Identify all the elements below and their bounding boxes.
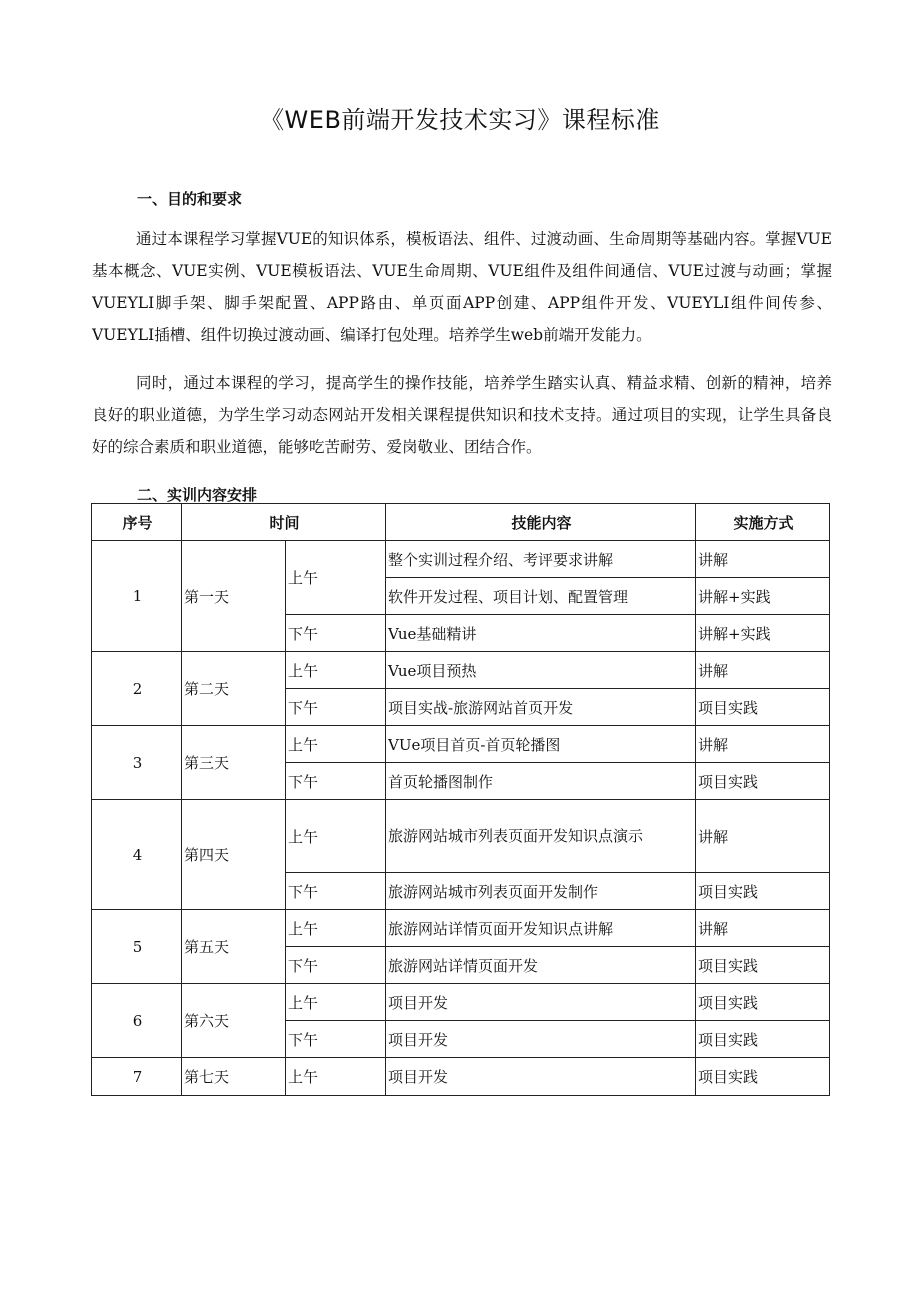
am-label: 上午: [286, 800, 386, 873]
day-label: 第五天: [182, 910, 286, 984]
table-header-row: [92, 504, 830, 541]
skill-content: 项目实战-旅游网站首页开发: [386, 689, 696, 726]
skill-content: 整个实训过程介绍、考评要求讲解: [386, 541, 696, 578]
am-label: 上午: [286, 1058, 386, 1096]
method: 项目实践: [696, 984, 830, 1021]
am-label: 上午: [286, 652, 386, 689]
method: 项目实践: [696, 1058, 830, 1096]
skill-content: 旅游网站详情页面开发知识点讲解: [386, 910, 696, 947]
method: 讲解: [696, 726, 830, 763]
table-row: [92, 800, 830, 873]
method: 项目实践: [696, 1021, 830, 1058]
table-row: [92, 1058, 830, 1096]
pm-label: 下午: [286, 763, 386, 800]
section-heading-purpose: 一、目的和要求: [137, 190, 243, 208]
skill-content: Vue基础精讲: [386, 615, 696, 652]
skill-content: Vue项目预热: [386, 652, 696, 689]
table-row: [92, 984, 830, 1021]
skill-content: 项目开发: [386, 984, 696, 1021]
am-label: 上午: [286, 910, 386, 947]
table-row: [92, 726, 830, 763]
method: 项目实践: [696, 689, 830, 726]
row-number: 1: [92, 541, 182, 652]
pm-label: 下午: [286, 615, 386, 652]
pm-label: 下午: [286, 873, 386, 910]
am-label: 上午: [286, 984, 386, 1021]
method: 讲解: [696, 652, 830, 689]
skill-content: 旅游网站城市列表页面开发知识点演示: [386, 800, 696, 873]
skill-content: 首页轮播图制作: [386, 763, 696, 800]
pm-label: 下午: [286, 1021, 386, 1058]
day-label: 第二天: [182, 652, 286, 726]
day-label: 第四天: [182, 800, 286, 910]
day-label: 第一天: [182, 541, 286, 652]
schedule-table: [91, 503, 830, 1096]
skill-content: 软件开发过程、项目计划、配置管理: [386, 578, 696, 615]
header-time: 时间: [182, 504, 386, 541]
am-label: 上午: [286, 726, 386, 763]
pm-label: 下午: [286, 689, 386, 726]
row-number: 7: [92, 1058, 182, 1096]
method: 项目实践: [696, 947, 830, 984]
header-content: 技能内容: [386, 504, 696, 541]
method: 项目实践: [696, 873, 830, 910]
table-row: [92, 541, 830, 578]
document-title: 《WEB前端开发技术实习》课程标准: [260, 106, 660, 134]
section-heading-schedule: 二、实训内容安排: [137, 486, 258, 504]
paragraph-purpose-2: 同时，通过本课程的学习，提高学生的操作技能，培养学生踏实认真、精益求精、创新的精神，培养良好的职业道德，为学生学习动态网站开发相关课程提供知识和技术支持。通过项目的实现，让学生具备良好的综合素质和职业道德，能够吃苦耐劳、爱岗敬业、团结合作。: [92, 374, 832, 456]
skill-content: 旅游网站详情页面开发: [386, 947, 696, 984]
method: 项目实践: [696, 763, 830, 800]
method: 讲解+实践: [696, 578, 830, 615]
day-label: 第六天: [182, 984, 286, 1058]
day-label: 第七天: [182, 1058, 286, 1096]
row-number: 2: [92, 652, 182, 726]
paragraph-purpose-1: 通过本课程学习掌握VUE的知识体系，模板语法、组件、过渡动画、生命周期等基础内容。掌握VUE基本概念、VUE实例、VUE模板语法、VUE生命周期、VUE组件及组件间通信、VUE过渡与动画；掌握VUEYLI脚手架、脚手架配置、APP路由、单页面APP创建、APP组件开发、VUEYLI组件间传参、VUEYLI插槽、组件切换过渡动画、编译打包处理。培养学生web前端开发能力。: [92, 230, 832, 344]
skill-content: VUe项目首页-首页轮播图: [386, 726, 696, 763]
row-number: 4: [92, 800, 182, 910]
row-number: 3: [92, 726, 182, 800]
pm-label: 下午: [286, 947, 386, 984]
method: 讲解: [696, 910, 830, 947]
skill-content: 旅游网站城市列表页面开发制作: [386, 873, 696, 910]
method: 讲解+实践: [696, 615, 830, 652]
table-row: [92, 910, 830, 947]
am-label: 上午: [286, 541, 386, 615]
day-label: 第三天: [182, 726, 286, 800]
row-number: 6: [92, 984, 182, 1058]
row-number: 5: [92, 910, 182, 984]
skill-content: 项目开发: [386, 1021, 696, 1058]
skill-content: 项目开发: [386, 1058, 696, 1096]
header-method: 实施方式: [696, 504, 830, 541]
table-row: [92, 652, 830, 689]
header-no: 序号: [92, 504, 182, 541]
method: 讲解: [696, 541, 830, 578]
method: 讲解: [696, 800, 830, 873]
